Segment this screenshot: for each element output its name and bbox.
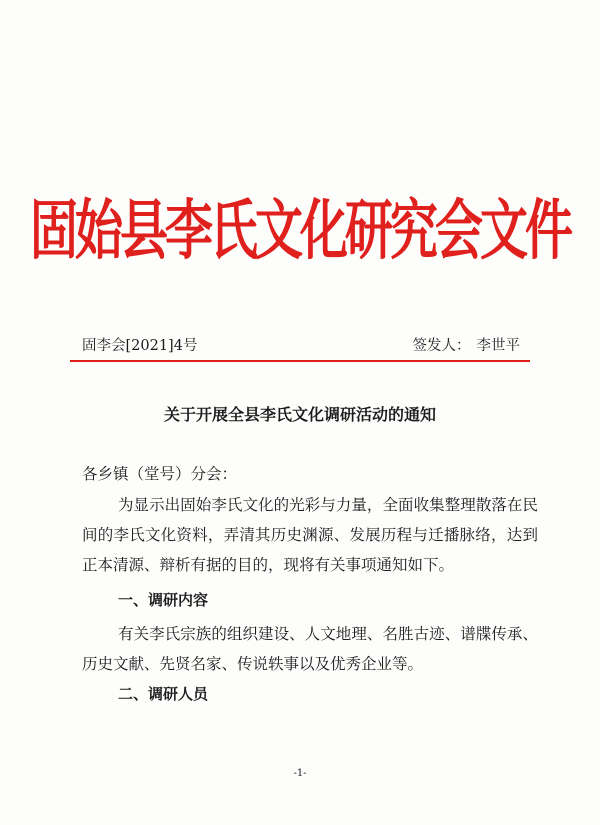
org-title: 固始县李氏文化研究会文件: [29, 192, 570, 269]
section-body-content: 有关李氏宗族的组织建设、人文地理、名胜古迹、谱牒传承、历史文献、先贤名家、传说轶事以及优秀企业等。: [82, 625, 538, 673]
header-divider: [70, 360, 530, 362]
section-heading-content: 一、调研内容: [118, 591, 209, 609]
page-number: -1-: [293, 768, 307, 779]
issuer-name: 李世平: [476, 338, 520, 354]
notice-title: 关于开展全县李氏文化调研活动的通知: [163, 405, 436, 424]
issuer-block: [413, 334, 521, 355]
document-number: 固李会[2021]4号: [82, 338, 198, 354]
intro-paragraph: 为显示出固始李氏文化的光彩与力量，全面收集整理散落在民间的李氏文化资料，弄清其历史渊源、发展历程与迁播脉络，达到正本清源、辩析有据的目的，现将有关事项通知如下。: [82, 496, 538, 574]
issuer-label: 签发人：: [412, 338, 471, 354]
salutation: 各乡镇（堂号）分会：: [82, 465, 238, 483]
section-heading-personnel: 二、调研人员: [118, 685, 209, 703]
